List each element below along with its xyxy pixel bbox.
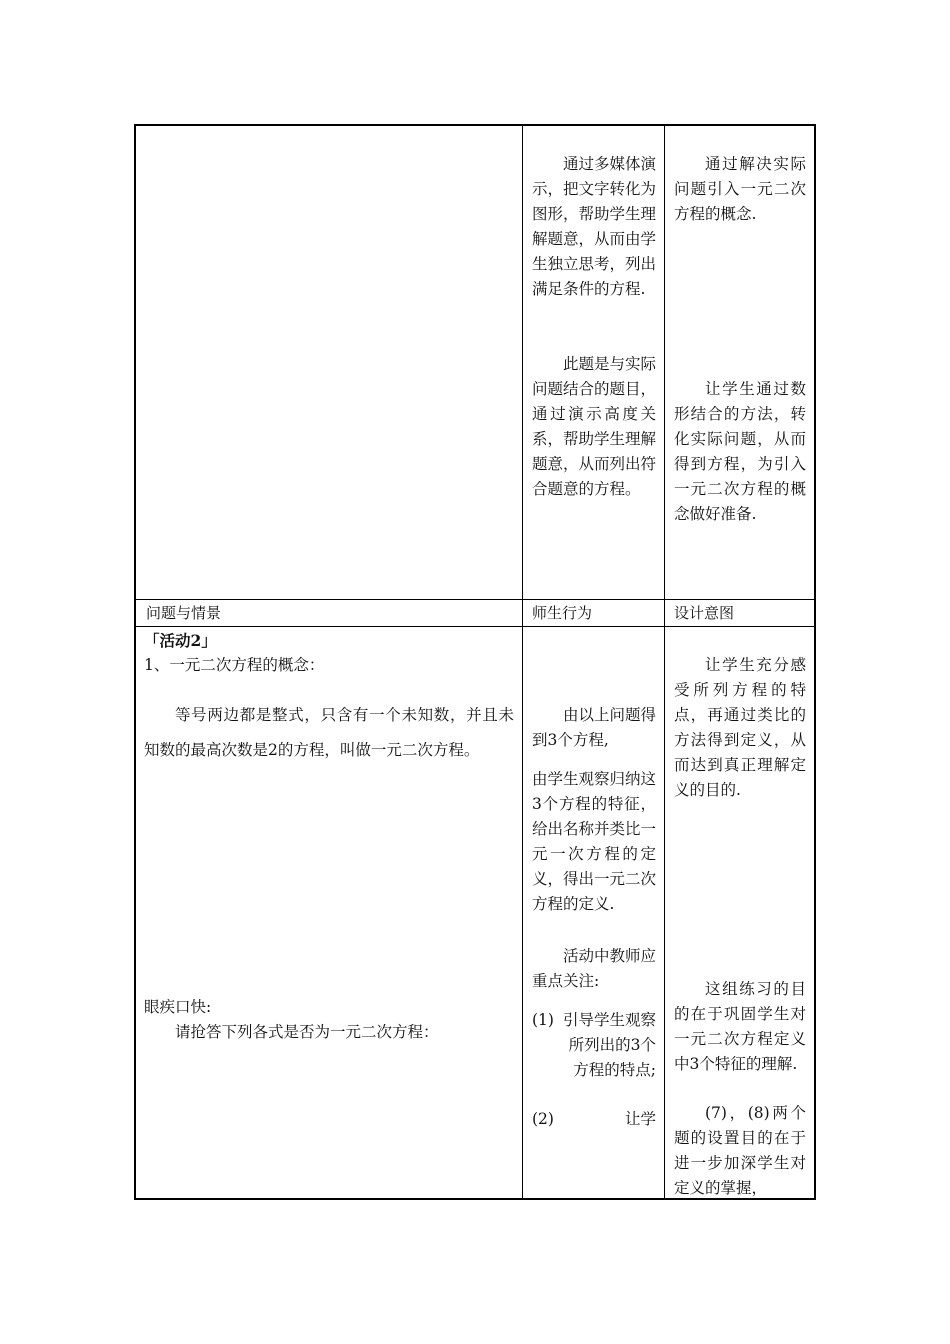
lesson-table <box>134 124 816 1200</box>
quick-answer-heading: 眼疾口快: <box>144 998 212 1016</box>
column-divider-2 <box>664 126 665 1198</box>
concept-heading: 1、一元二次方程的概念： <box>144 656 325 674</box>
teacher-note-2: 此题是与实际问题结合的题目，通过演示高度关系，帮助学生理解题意，从而列出符合题意的方程。 <box>532 355 657 498</box>
design-note-2: 让学生通过数形结合的方法，转化实际问题，从而得到方程，为引入一元二次方程的概念做好准备. <box>674 380 806 523</box>
teacher-text-1: 由以上问题得到3个方程, <box>532 706 657 749</box>
design-note-1: 通过解决实际问题引入一元二次方程的概念. <box>674 155 806 223</box>
item-number-2: (2) <box>532 1110 554 1128</box>
definition-text: 等号两边都是整式，只含有一个未知数，并且未知数的最高次数是2的方程，叫做一元二次方程。 <box>144 706 514 759</box>
header-design-intent: 设计意图 <box>674 604 735 622</box>
header-teacher-student: 师生行为 <box>532 604 593 622</box>
teacher-cell <box>532 703 656 1132</box>
top-design-cell <box>674 152 806 527</box>
activity-title: 「活动2」 <box>144 631 217 650</box>
teacher-item-1 <box>532 1008 656 1083</box>
column-divider-1 <box>522 126 523 1198</box>
quick-answer-text: 请抢答下列各式是否为一元二次方程： <box>175 1023 439 1041</box>
item-number-1: (1) <box>532 1011 554 1029</box>
top-teacher-cell <box>532 152 656 502</box>
design-text-2: 这组练习的目的在于巩固学生对一元二次方程定义中3个特征的理解. <box>674 980 806 1073</box>
header-bottom-rule <box>136 626 814 627</box>
design-cell <box>674 653 806 1201</box>
design-text-1: 让学生充分感受所列方程的特点，再通过类比的方法得到定义，从而达到真正理解定义的目的. <box>674 656 806 799</box>
teacher-item-2 <box>532 1107 656 1132</box>
item-text-1: 引导学生观察所列出的3个方程的特点; <box>562 1011 656 1079</box>
teacher-text-3: 活动中教师应重点关注: <box>532 947 657 990</box>
teacher-text-2: 由学生观察归纳这3个方程的特征，给出名称并类比一元一次方程的定义，得出一元二次方程的定义. <box>532 770 657 913</box>
header-problem-situation: 问题与情景 <box>146 604 222 622</box>
activity-cell <box>144 628 514 1045</box>
design-text-3: (7)，(8)两个题的设置目的在于进一步加深学生对定义的掌握， <box>674 1104 806 1197</box>
teacher-note-1: 通过多媒体演示，把文字转化为图形，帮助学生理解题意，从而由学生独立思考，列出满足条件的方程. <box>532 155 657 298</box>
item-text-2: 让学 <box>624 1110 656 1128</box>
header-top-rule <box>136 599 814 600</box>
